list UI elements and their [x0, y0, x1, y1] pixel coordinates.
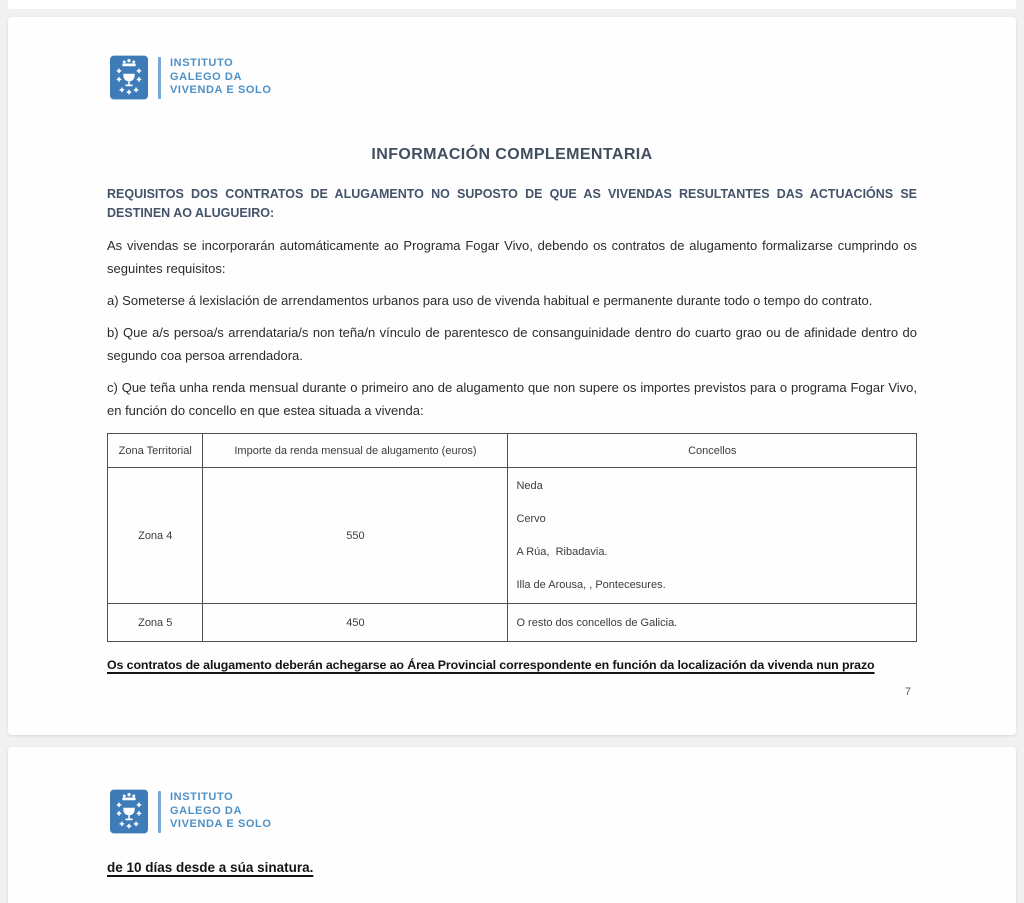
page-gap	[0, 735, 1024, 747]
galicia-crest-icon	[110, 789, 148, 834]
zone-cell: Zona 5	[108, 604, 203, 642]
concellos-cell	[508, 604, 917, 642]
concello-item: Illa de Arousa, , Pontecesures.	[516, 579, 666, 591]
zone-cell: Zona 4	[108, 468, 203, 604]
galicia-crest-icon	[110, 55, 148, 100]
logo-separator	[158, 791, 161, 833]
concello-item: A Rúa, Ribadavia.	[516, 546, 608, 558]
logo-line-3: VIVENDA E SOLO	[170, 84, 272, 97]
table-header-row	[108, 434, 917, 468]
concello-item: Cervo	[516, 513, 546, 525]
logo-line-2: GALEGO DA	[170, 804, 243, 817]
zones-table	[107, 433, 917, 642]
intro-paragraph: As vivendas se incorporarán automáticamente ao Programa Fogar Vivo, debendo os contratos de alugamento formalizarse cumprindo os seguintes requisitos:	[107, 238, 917, 276]
header-concellos: Concellos	[508, 434, 917, 468]
requirement-a: a) Someterse á lexislación de arrendamentos urbanos para uso de vivenda habitual e permanente durante todo o tempo do contrato.	[107, 293, 873, 308]
requirement-c: c) Que teña unha renda mensual durante o primeiro ano de alugamento que non supere os importes previstos para o programa Fogar Vivo, en función do concello en que estea situada a vivenda:	[107, 380, 917, 418]
concello-item: Neda	[516, 480, 543, 492]
logo-line-2: GALEGO DA	[170, 70, 243, 83]
table-row	[108, 468, 917, 604]
table-row	[108, 604, 917, 642]
requirement-b: b) Que a/s persoa/s arrendataria/s non teña/n vínculo de parentesco de consanguinidade dentro do cuarto grao ou de afinidade dentro do segundo coa persoa arrendadora.	[107, 325, 917, 363]
concellos-cell	[508, 468, 917, 604]
logo-line-1: INSTITUTO	[170, 57, 234, 70]
page-number: 7	[904, 686, 911, 698]
concello-item: O resto dos concellos de Galicia.	[516, 616, 678, 629]
logo-line-1: INSTITUTO	[170, 791, 234, 804]
header-importe: Importe da renda mensual de alugamento (euros)	[203, 434, 508, 468]
closing-sentence-part1: Os contratos de alugamento deberán achegarse ao Área Provincial correspondente en función da localización da vivenda nun prazo	[107, 658, 875, 672]
document-page-8	[8, 747, 1016, 903]
closing-sentence-part2: de 10 días desde a súa sinatura.	[107, 860, 314, 875]
ivgs-logo	[110, 55, 917, 100]
document-page-7	[8, 17, 1016, 735]
document-title: INFORMACIÓN COMPLEMENTARIA	[371, 146, 653, 163]
previous-page-bottom-edge	[8, 0, 1016, 9]
logo-wordmark	[170, 791, 272, 832]
page-gap	[0, 9, 1024, 17]
logo-wordmark	[170, 57, 272, 98]
ivgs-logo	[110, 789, 917, 834]
amount-cell: 550	[203, 468, 508, 604]
amount-cell: 450	[203, 604, 508, 642]
section-heading: REQUISITOS DOS CONTRATOS DE ALUGAMENTO NO SUPOSTO DE QUE AS VIVENDAS RESULTANTES DAS ACTUACIÓNS SE DESTINEN AO ALUGUEIRO:	[107, 187, 917, 220]
logo-line-3: VIVENDA E SOLO	[170, 818, 272, 831]
logo-separator	[158, 57, 161, 99]
header-zona-territorial: Zona Territorial	[108, 434, 203, 468]
